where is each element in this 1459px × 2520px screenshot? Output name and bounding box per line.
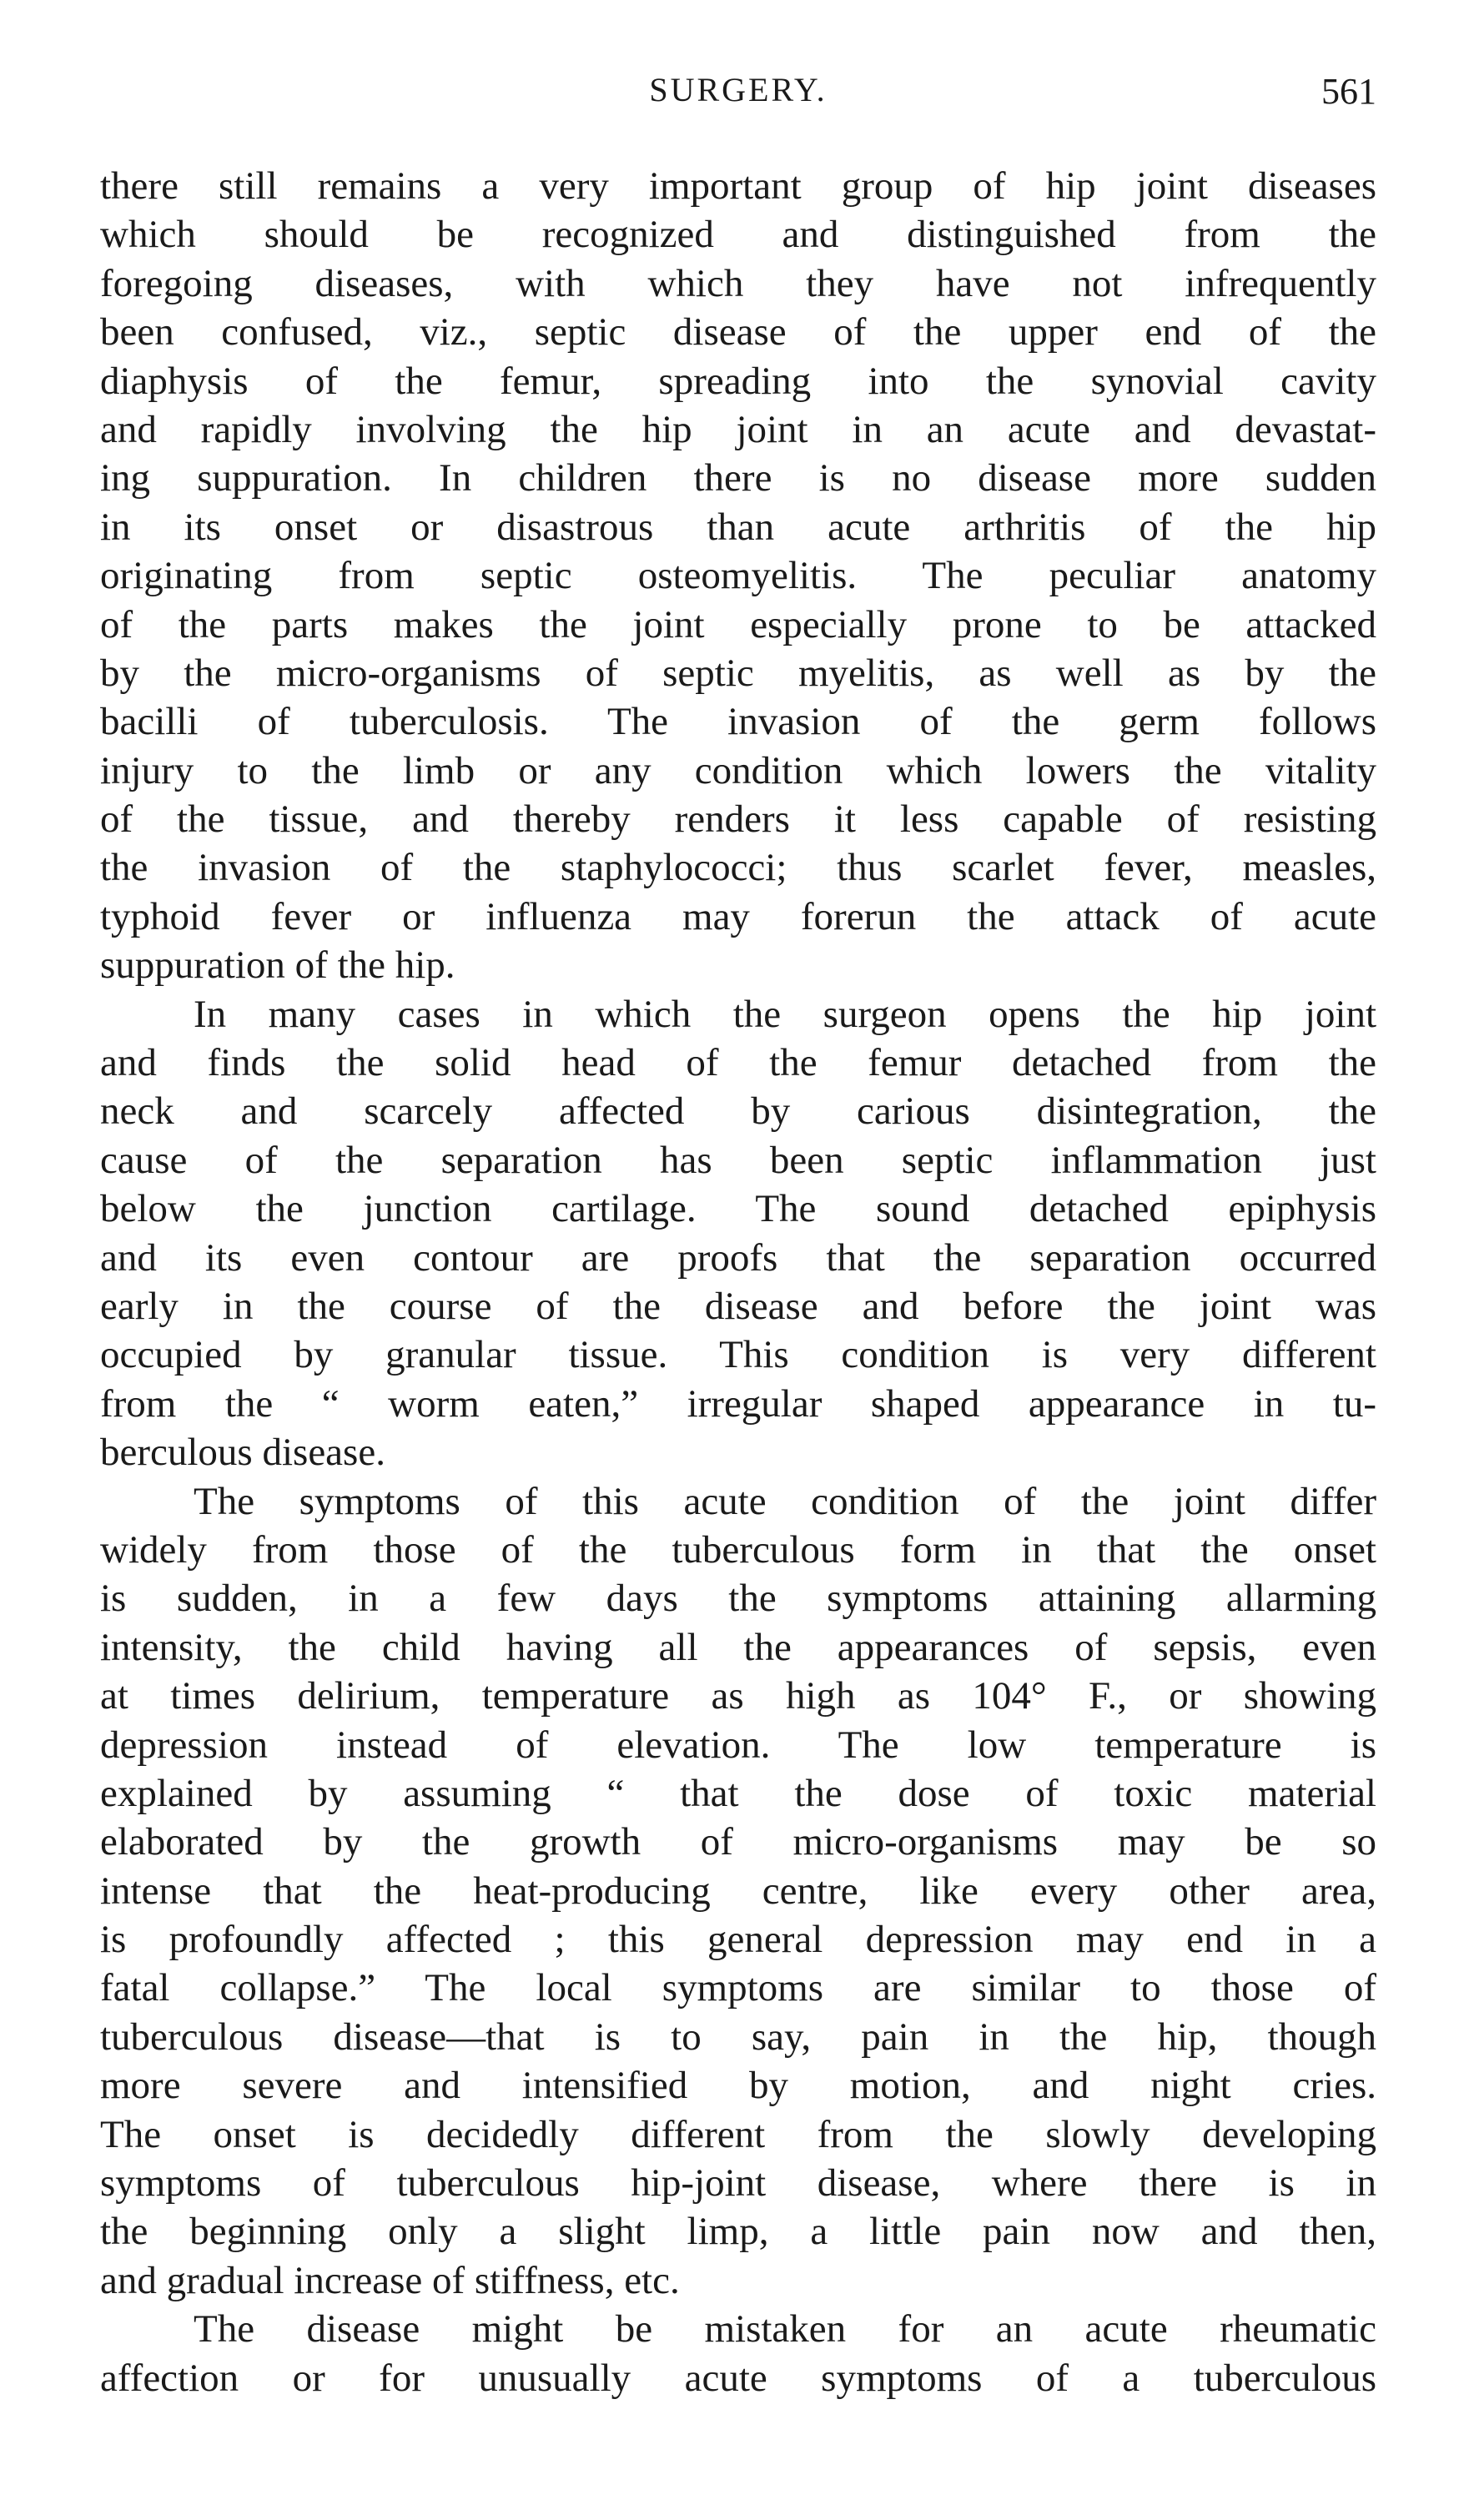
text-line: of the tissue, and thereby renders it less capable of resisting bbox=[100, 797, 1376, 842]
text-line: occupied by granular tissue. This condition is very different bbox=[100, 1333, 1376, 1377]
text-line: ing suppuration. In children there is no disease more sudden bbox=[100, 456, 1376, 500]
page-number: 561 bbox=[1321, 71, 1376, 112]
text-line: In many cases in which the surgeon opens the hip joint bbox=[194, 992, 1376, 1036]
text-line: elaborated by the growth of micro-organisms may be so bbox=[100, 1820, 1376, 1864]
page-header bbox=[100, 70, 1376, 128]
text-line: injury to the limb or any condition which lowers the vitality bbox=[100, 748, 1376, 792]
paragraph bbox=[100, 990, 1376, 1477]
text-line: by the micro-organisms of septic myelitis, as well as by the bbox=[100, 651, 1376, 695]
paragraph bbox=[100, 162, 1376, 990]
text-line: at times delirium, temperature as high as 104° F., or showing bbox=[100, 1674, 1376, 1718]
text-line: there still remains a very important group of hip joint diseases bbox=[100, 164, 1376, 208]
text-line: is profoundly affected ; this general depression may end in a bbox=[100, 1918, 1376, 1962]
text-line: intensity, the child having all the appearances of sepsis, even bbox=[100, 1625, 1376, 1669]
text-line: tuberculous disease—that is to say, pain in the hip, though bbox=[100, 2014, 1376, 2059]
text-line: and its even contour are proofs that the separation occurred bbox=[100, 1235, 1376, 1280]
text-line: cause of the separation has been septic inflammation just bbox=[100, 1138, 1376, 1182]
text-line: from the “ worm eaten,” irregular shaped appearance in tu- bbox=[100, 1381, 1376, 1426]
text-line: and finds the solid head of the femur detached from the bbox=[100, 1041, 1376, 1085]
text-line: explained by assuming “ that the dose of toxic material bbox=[100, 1771, 1376, 1815]
text-line: early in the course of the disease and before the joint was bbox=[100, 1284, 1376, 1328]
text-line: the invasion of the staphylococci; thus scarlet fever, measles, bbox=[100, 846, 1376, 890]
text-line: foregoing diseases, with which they have not infrequently bbox=[100, 261, 1376, 305]
text-line: of the parts makes the joint especially prone to be attacked bbox=[100, 602, 1376, 646]
text-line: symptoms of tuberculous hip-joint disease, where there is in bbox=[100, 2161, 1376, 2206]
paragraph bbox=[100, 1477, 1376, 2306]
text-line: in its onset or disastrous than acute arthritis of the hip bbox=[100, 505, 1376, 549]
text-line: affection or for unusually acute symptoms of a tuberculous bbox=[100, 2356, 1376, 2400]
text-line: diaphysis of the femur, spreading into the synovial cavity bbox=[100, 359, 1376, 403]
text-line: originating from septic osteomyelitis. The peculiar anatomy bbox=[100, 554, 1376, 598]
text-line: the beginning only a slight limp, a little pain now and then, bbox=[100, 2210, 1376, 2254]
text-line: berculous disease. bbox=[100, 1431, 385, 1475]
paragraph bbox=[100, 2305, 1376, 2402]
text-line: fatal collapse.” The local symptoms are similar to those of bbox=[100, 1966, 1376, 2010]
text-line: intense that the heat-producing centre, like every other area, bbox=[100, 1869, 1376, 1913]
text-line: widely from those of the tuberculous form in that the onset bbox=[100, 1527, 1376, 1572]
body-text bbox=[100, 162, 1376, 2402]
text-line: typhoid fever or influenza may forerun the attack of acute bbox=[100, 894, 1376, 938]
text-line: below the junction cartilage. The sound detached epiphysis bbox=[100, 1187, 1376, 1231]
text-line: and gradual increase of stiffness, etc. bbox=[100, 2258, 680, 2302]
text-line: is sudden, in a few days the symptoms attaining allarming bbox=[100, 1577, 1376, 1621]
text-line: and rapidly involving the hip joint in an acute and devastat- bbox=[100, 407, 1376, 451]
text-line: The symptoms of this acute condition of the joint differ bbox=[194, 1479, 1376, 1523]
text-line: more severe and intensified by motion, and night cries. bbox=[100, 2064, 1376, 2108]
text-line: bacilli of tuberculosis. The invasion of the germ follows bbox=[100, 700, 1376, 744]
running-head: SURGERY. bbox=[649, 71, 828, 108]
text-line: neck and scarcely affected by carious disintegration, the bbox=[100, 1089, 1376, 1134]
text-line: depression instead of elevation. The low temperature is bbox=[100, 1723, 1376, 1767]
text-line: suppuration of the hip. bbox=[100, 943, 455, 988]
text-line: The disease might be mistaken for an acute rheumatic bbox=[194, 2307, 1376, 2351]
text-line: which should be recognized and distinguished from the bbox=[100, 213, 1376, 257]
text-line: been confused, viz., septic disease of the upper end of the bbox=[100, 310, 1376, 355]
text-line: The onset is decidedly different from the slowly developing bbox=[100, 2112, 1376, 2156]
